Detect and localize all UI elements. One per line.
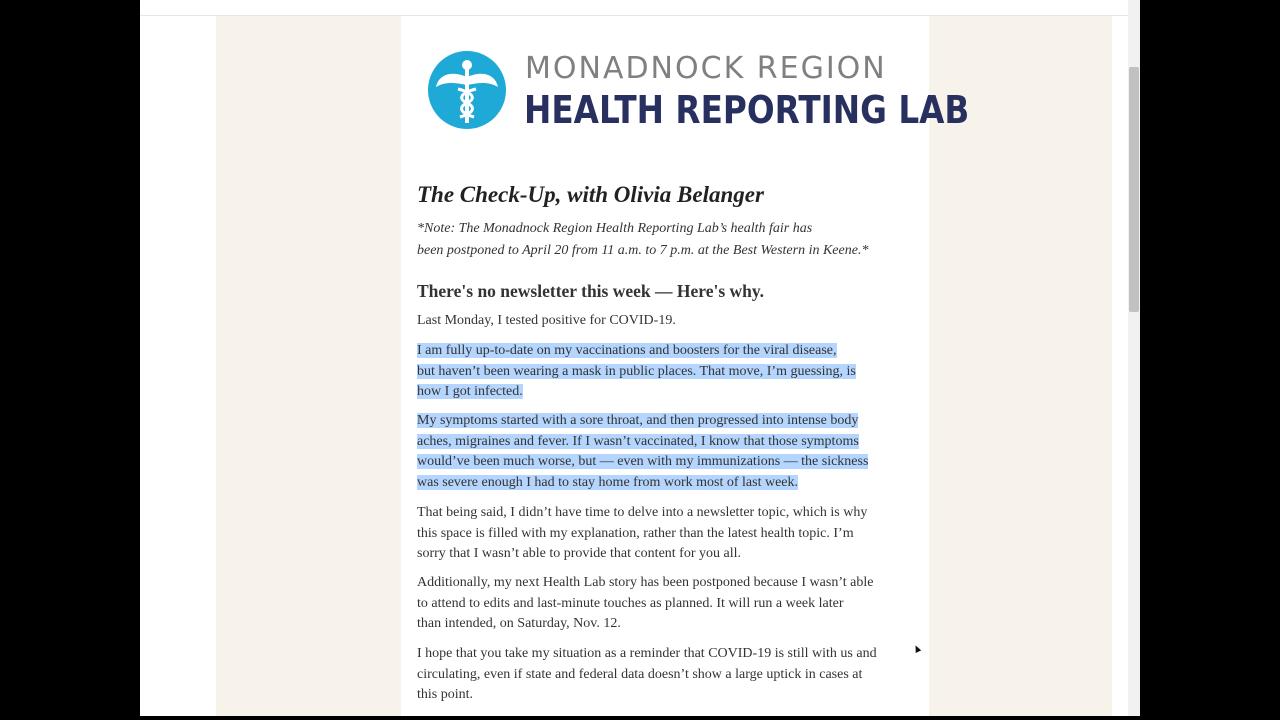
text-line: Additionally, my next Health Lab story has been postponed because I wasn’t able — [417, 575, 874, 590]
text-line: sorry that I wasn’t able to provide that content for you all. — [417, 546, 741, 562]
browser-window — [140, 0, 1140, 716]
text-line: this point. — [417, 687, 474, 703]
text-line: circulating, even if state and federal data doesn’t show a large uptick in cases at — [417, 666, 863, 682]
text-line: I am fully up-to-date on my vaccinations and boosters for the viral disease, — [417, 343, 837, 358]
text-line: aches, migraines and fever. If I wasn’t vaccinated, I know that those symptoms — [417, 433, 859, 449]
text-line: was severe enough I had to stay home from work most of last week. — [417, 475, 799, 491]
logo — [428, 51, 970, 133]
paragraph — [417, 573, 917, 635]
logo-text-top: MONADNOCK REGION — [525, 51, 887, 86]
note-line: been postponed to April 20 from 11 a.m. to 7 p.m. at the Best Western in Keene.* — [417, 243, 869, 258]
text-line: to attend to edits and last-minute touches as planned. It will run a week later — [417, 595, 844, 611]
note-line: *Note: The Monadnock Region Health Reporting Lab’s health fair has — [417, 221, 813, 236]
scrollbar-thumb[interactable] — [1129, 67, 1139, 312]
paragraph — [417, 311, 917, 332]
text-line: how I got infected. — [417, 384, 523, 400]
note — [417, 218, 917, 262]
logo-text-main: HEALTH REPORTING LAB — [524, 88, 970, 132]
section-heading: There's no newsletter this week — Here's why. — [417, 281, 765, 301]
newsletter-content — [401, 16, 970, 716]
paragraph-selected — [417, 341, 917, 403]
paragraph — [417, 503, 917, 565]
paragraph — [417, 644, 917, 706]
text-line: I hope that you take my situation as a reminder that COVID-19 is still with us and — [417, 646, 877, 661]
text-line: than intended, on Saturday, Nov. 12. — [417, 616, 621, 632]
text-line: My symptoms started with a sore throat, and then progressed into intense body — [417, 413, 859, 428]
article-title: The Check-Up, with Olivia Belanger — [417, 182, 764, 207]
text-line: but haven’t been wearing a mask in public places. That move, I’m guessing, is — [417, 363, 856, 379]
caduceus-icon — [428, 51, 506, 129]
paragraph-selected — [417, 411, 917, 494]
text-line: would’ve been much worse, but — even with my immunizations — the sickness — [417, 454, 869, 470]
text-line: That being said, I didn’t have time to delve into a newsletter topic, which is why — [417, 505, 868, 520]
text-line: Last Monday, I tested positive for COVID-19. — [417, 313, 676, 328]
text-line: this space is filled with my explanation, rather than the latest health topic. I’m — [417, 525, 854, 541]
